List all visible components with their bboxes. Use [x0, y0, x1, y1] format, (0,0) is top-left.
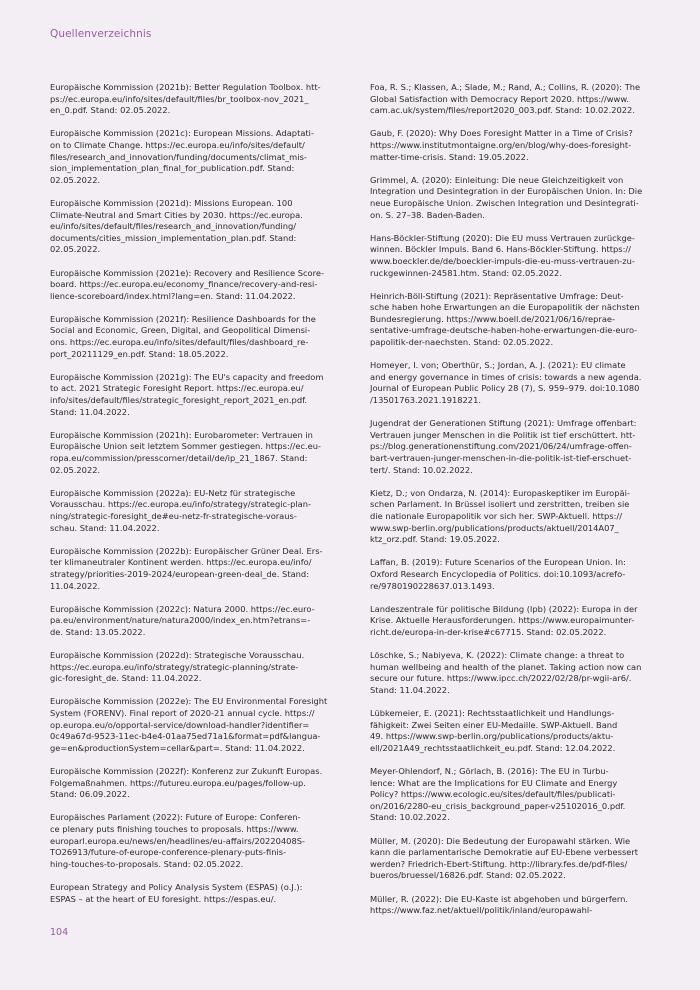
- reference-entry: Lübkemeier, E. (2021): Rechtsstaatlichkeit und Handlungs- fähigkeit: Zwei Seiten einer EU-Medaille. SWP-Aktuell. Band 49. https://www.swp-berlin.org/publications/products/aktu- ell/2021A49_rechtsstaatlichkeit_eu.pdf. Stand: 12.04.2022.: [370, 708, 618, 753]
- reference-entry: Europäische Kommission (2022d): Strategische Vorausschau. https://ec.europa.eu/info/strategy/strategic-planning/strate- gic-foresight_de. Stand: 11.04.2022.: [50, 650, 305, 684]
- reference-entry: Europäisches Parlament (2022): Future of Europe: Conferen- ce plenary puts finishing touches to proposals. https://www. europarl.europa.eu/news/en/headlines/eu-affairs/20220408S- TO26913/future-of-europe-conference-plenary-puts-finis- hing-touches-to-proposals. Stand: 02.05.2022.: [50, 812, 305, 869]
- reference-entry: European Strategy and Policy Analysis System (ESPAS) (o.J.): ESPAS – at the heart of EU foresight. https://espas.eu/.: [50, 881, 303, 904]
- section-title: Quellenverzeichnis: [50, 28, 152, 40]
- reference-entry: Landeszentrale für politische Bildung (lpb) (2022): Europa in der Krise. Aktuelle Herausforderungen. https://www.europaimunter- richt.de/europa-in-der-krise#c67715. Stand: 02.05.2022.: [370, 603, 638, 637]
- reference-entry: Gaub, F. (2020): Why Does Foresight Matter in a Time of Crisis? https://www.institutmontaigne.org/en/blog/why-does-foresight- matter-time-crisis. Stand: 19.05.2022.: [370, 128, 633, 162]
- reference-entry: Hans-Böckler-Stiftung (2020): Die EU muss Vertrauen zurückge- winnen. Böckler Impuls. Band 6. Hans-Böckler-Stiftung. https:// www.boeckler.de/de/boeckler-impuls-die-eu-muss-vertrauen-zu- ruckgewinnen-24581.htm. Stand: 02.05.2022.: [370, 232, 635, 278]
- reference-entry: Meyer-Ohlendorf, N.; Görlach, B. (2016): The EU in Turbu- lence: What are the Implications for EU Climate and Energy Policy? https://www.ecologic.eu/sites/default/files/publicati- on/2016/2280-eu_crisis_background_paper-v25102016_0.pdf. Stand: 10.02.2022.: [370, 766, 626, 823]
- reference-entry: Europäische Kommission (2022f): Konferenz zur Zukunft Europas. Folgemaßnahmen. https://futureu.europa.eu/pages/follow-up. Stand: 06.09.2022.: [50, 766, 323, 800]
- reference-entry: Europäische Kommission (2021f): Resilience Dashboards for the Social and Economic, Green, Digital, and Geopolitical Dimensi- ons. https://ec.europa.eu/info/sites/default/files/dashboard_re- port_20211129_en.pdf. Stand: 18.05.2022.: [50, 313, 316, 359]
- reference-entry: Homeyer, I. von; Oberthür, S.; Jordan, A. J. (2021): EU climate and energy governance in times of crisis: towards a new agenda. Journal of European Public Policy 28 (7), S. 959–979. doi:10.1080 /13501763.2021.1918221.: [370, 360, 642, 406]
- reference-entry: Heinrich-Böll-Stiftung (2021): Repräsentative Umfrage: Deut- sche haben hohe Erwartungen an die Europapolitik der nächsten Bundesregierung. https://www.boell.de/2021/06/16/reprae- sentative-umfrage-deutsche-haben-hohe-erwartungen-die-euro- papolitik-der-naechsten. Stand: 02.05.2022.: [370, 290, 640, 348]
- reference-entry: Grimmel, A. (2020): Einleitung: Die neue Gleichzeitigkeit von Integration und Desintegration in der Europäischen Union. In: Die neue Europäische Union. Zwischen Integration und Desintegrati- on. S. 27–38. Baden-Baden.: [370, 174, 643, 220]
- reference-entry: Löschke, S.; Nabiyeva, K. (2022): Climate change: a threat to human wellbeing and health of the planet. Taking action now can secure our future. https://www.ipcc.ch/2022/02/28/pr-wgii-ar6/. Stand: 11.04.2022.: [370, 650, 642, 695]
- reference-entry: Laffan, B. (2019): Future Scenarios of the European Union. In: Oxford Research Encyclopedia of Politics. doi:10.1093/acrefo- re/9780190228637.013.1493.: [370, 557, 626, 591]
- reference-entry: Europäische Kommission (2021e): Recovery and Resilience Score- board. https://ec.europa.eu/economy_finance/recovery-and-resi- lience-scoreboard/index.html?lang=en. Stand: 11.04.2022.: [50, 267, 324, 301]
- page-number: 104: [50, 927, 69, 938]
- reference-entry: Europäische Kommission (2022e): The EU Environmental Foresight System (FORENV). Final report of 2020-21 annual cycle. https:// op.europa.eu/o/opportal-service/download-handler?identifier= 0c49a67d-9523-11ec-b4e4-01aa75ed71a1&format=pdf&langua- ge=en&productionSystem=cellar&part=. Stand: 11.04.2022.: [50, 696, 328, 753]
- reference-entry: Müller, M. (2020): Die Bedeutung der Europawahl stärken. Wie kann die parlamentarische Demokratie auf EU-Ebene verbessert werden? Friedrich-Ebert-Stiftung. http://library.fes.de/pdf-files/ bueros/bruessel/16826.pdf. Stand: 02.05.2022.: [370, 835, 639, 881]
- reference-entry: Müller, R. (2022): Die EU-Kaste ist abgehoben und bürgerfern. https://www.faz.net/aktuell/politik/inland/europawahl-: [370, 893, 629, 916]
- reference-entry: Europäische Kommission (2022b): Europäischer Grüner Deal. Ers- ter klimaneutraler Kontinent werden. https://ec.europa.eu/info/ strategy/priorities-2019-2024/european-green-deal_de. Stand: 11.04.2022.: [50, 545, 323, 591]
- reference-entry: Europäische Kommission (2022c): Natura 2000. https://ec.euro- pa.eu/environment/nature/natura2000/index_en.htm?etrans=- de. Stand: 13.05.2022.: [50, 603, 315, 637]
- reference-entry: Europäische Kommission (2021g): The EU's capacity and freedom to act. 2021 Strategic Foresight Report. https://ec.europa.eu/ info/sites/default/files/strategic_foresight_report_2021_en.pdf. Stand: 11.04.2022.: [50, 371, 324, 417]
- reference-entry: Kietz, D.; von Ondarza, N. (2014): Europaskeptiker im Europäi- schen Parlament. In Brüssel isoliert und zerstritten, treiben sie die nationale Europapolitik vor sich her. SWP-Aktuell. https:// www.swp-berlin.org/publications/products/aktuell/2014A07_ ktz_orz.pdf. Stand: 19.05.2022.: [370, 487, 630, 545]
- reference-entry: Jugendrat der Generationen Stiftung (2021): Umfrage offenbart: Vertrauen junger Menschen in die Politik ist tief erschüttert. htt- ps://blog.generationenstiftung.com/2021/06/24/umfrage-offen- bart-vertrauen-junger-menschen-in-die-politik-ist-tief-erschuet- tert/. Stand: 10.02.2022.: [370, 418, 637, 475]
- reference-entry: Europäische Kommission (2022a): EU-Netz für strategische Vorausschau. https://ec.europa.eu/info/strategy/strategic-plan- ning/strategic-foresight_de#eu-netz-fr-strategische-voraus- schau. Stand: 11.04.2022.: [50, 487, 312, 533]
- references-right-column: [370, 82, 650, 928]
- reference-entry: Foa, R. S.; Klassen, A.; Slade, M.; Rand, A.; Collins, R. (2020): The Global Satisfaction with Democracy Report 2020. https://www. cam.ac.uk/system/files/report2020_003.pdf. Stand: 10.02.2022.: [370, 82, 641, 116]
- reference-entry: Europäische Kommission (2021c): European Missions. Adaptati- on to Climate Change. https://ec.europa.eu/info/sites/default/ files/research_and_innovation/funding/documents/climat_mis- sion_implementation_plan_final_for_publication.pdf. Stand: 02.05.2022.: [50, 128, 314, 185]
- reference-entry: Europäische Kommission (2021h): Eurobarometer: Vertrauen in Europäische Union seit letztem Sommer gestiegen. https://ec.eu- ropa.eu/commission/presscorner/detail/de/ip_21_1867. Stand: 02.05.2022.: [50, 429, 321, 475]
- reference-entry: Europäische Kommission (2021b): Better Regulation Toolbox. htt- ps://ec.europa.eu/info/sites/default/files/br_toolbox-nov_2021_ en_0.pdf. Stand: 02.05.2022.: [50, 82, 321, 116]
- reference-entry: Europäische Kommission (2021d): Missions European. 100 Climate-Neutral and Smart Cities by 2030. https://ec.europa. eu/info/sites/default/files/research_and_innovation/funding/ documents/cities_mission_implementation_plan.pdf. Stand: 02.05.2022.: [50, 197, 303, 255]
- references-left-column: [50, 82, 330, 917]
